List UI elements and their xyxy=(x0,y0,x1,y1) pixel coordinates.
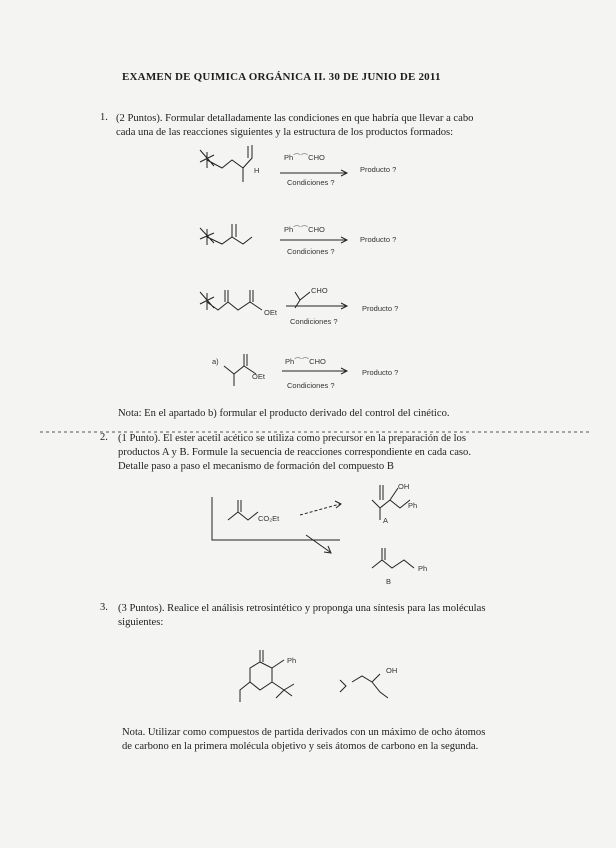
q1-r4-substrate xyxy=(224,354,256,386)
q2-a-oh: OH xyxy=(398,482,410,491)
q1-number: 1. xyxy=(100,112,108,123)
q1-r4-reagent: Ph⌒⌒CHO xyxy=(285,357,326,366)
q1-r4-product: Producto ? xyxy=(362,368,399,377)
q1-r4-conditions: Condiciones ? xyxy=(287,381,335,390)
q2-b-label: B xyxy=(386,577,392,586)
q2-start-label: CO₂Et xyxy=(258,514,280,523)
q1-r3-substrate xyxy=(200,290,262,310)
q2-product-b xyxy=(372,548,414,568)
q2-number: 2. xyxy=(100,432,108,443)
q1-r3-arrow xyxy=(286,303,347,309)
q1-r1-reagent: Ph⌒⌒CHO xyxy=(284,153,325,162)
q2-text-line3: Detalle paso a paso el mecanismo de formación del compuesto B xyxy=(118,461,394,472)
q1-r4-oet: OEt xyxy=(252,372,265,381)
q3-molecule-1 xyxy=(240,650,297,702)
page-title: EXAMEN DE QUIMICA ORGÁNICA II. 30 DE JUNIO DE 2011 xyxy=(122,71,441,83)
q1-note: Nota: En el apartado b) formular el producto derivado del control del cinético. xyxy=(118,408,450,419)
q1-r1-conditions: Condiciones ? xyxy=(287,178,335,187)
q1-r4-arrow xyxy=(282,368,347,374)
q2-start-molecule xyxy=(228,500,258,520)
q2-a-label: A xyxy=(383,516,389,525)
q2-arrow-b xyxy=(306,535,330,552)
q2-b-ph: Ph xyxy=(418,564,428,573)
q1-r1-substrate xyxy=(200,145,252,182)
q3-text-line1: (3 Puntos). Realice el análisis retrosintético y proponga una síntesis para las moléculas xyxy=(118,603,486,614)
q1-r2-product: Producto ? xyxy=(360,235,397,244)
q1-r3-product: Producto ? xyxy=(362,304,399,313)
q3-mol1-ph: Ph xyxy=(287,656,297,665)
q1-r4-label: a) xyxy=(212,357,219,366)
q3-molecule-2 xyxy=(340,674,388,698)
q2-text-line2: productos A y B. Formule la secuencia de reacciones correspondiente en cada caso. xyxy=(118,447,471,458)
q1-r2-substrate xyxy=(200,224,252,245)
q1-text-line2: cada una de las reacciones siguientes y la estructura de los productos formados: xyxy=(116,127,454,138)
q3-note-line1: Nota. Utilizar como compuestos de partida derivados con un máximo de ocho átomos xyxy=(122,727,486,738)
q1-text-line1: (2 Puntos). Formular detalladamente las condiciones en que habría que llevar a cabo xyxy=(116,113,474,124)
q3-number: 3. xyxy=(100,602,108,613)
q1-r2-conditions: Condiciones ? xyxy=(287,247,335,256)
q1-r3-reagent: CHO xyxy=(311,286,328,295)
q2-text-line1: (1 Punto). El ester acetil acético se utiliza como precursor en la preparación de los xyxy=(118,433,466,444)
q1-r1-h: H xyxy=(254,166,260,175)
q3-note-line2: de carbono en la primera molécula objetivo y seis átomos de carbono en la segunda. xyxy=(122,741,479,752)
q1-r3-conditions: Condiciones ? xyxy=(290,317,338,326)
q3-text-line2: siguientes: xyxy=(118,617,164,628)
q1-r1-arrow xyxy=(280,170,347,176)
q2-a-ph: Ph xyxy=(408,501,418,510)
q1-r1-product: Producto ? xyxy=(360,165,397,174)
q2-arrow-a xyxy=(300,504,340,515)
q1-r2-reagent: Ph⌒⌒CHO xyxy=(284,225,325,234)
q1-r2-arrow xyxy=(280,237,347,243)
q3-mol2-oh: OH xyxy=(386,666,398,675)
q1-r3-oet: OEt xyxy=(264,308,277,317)
